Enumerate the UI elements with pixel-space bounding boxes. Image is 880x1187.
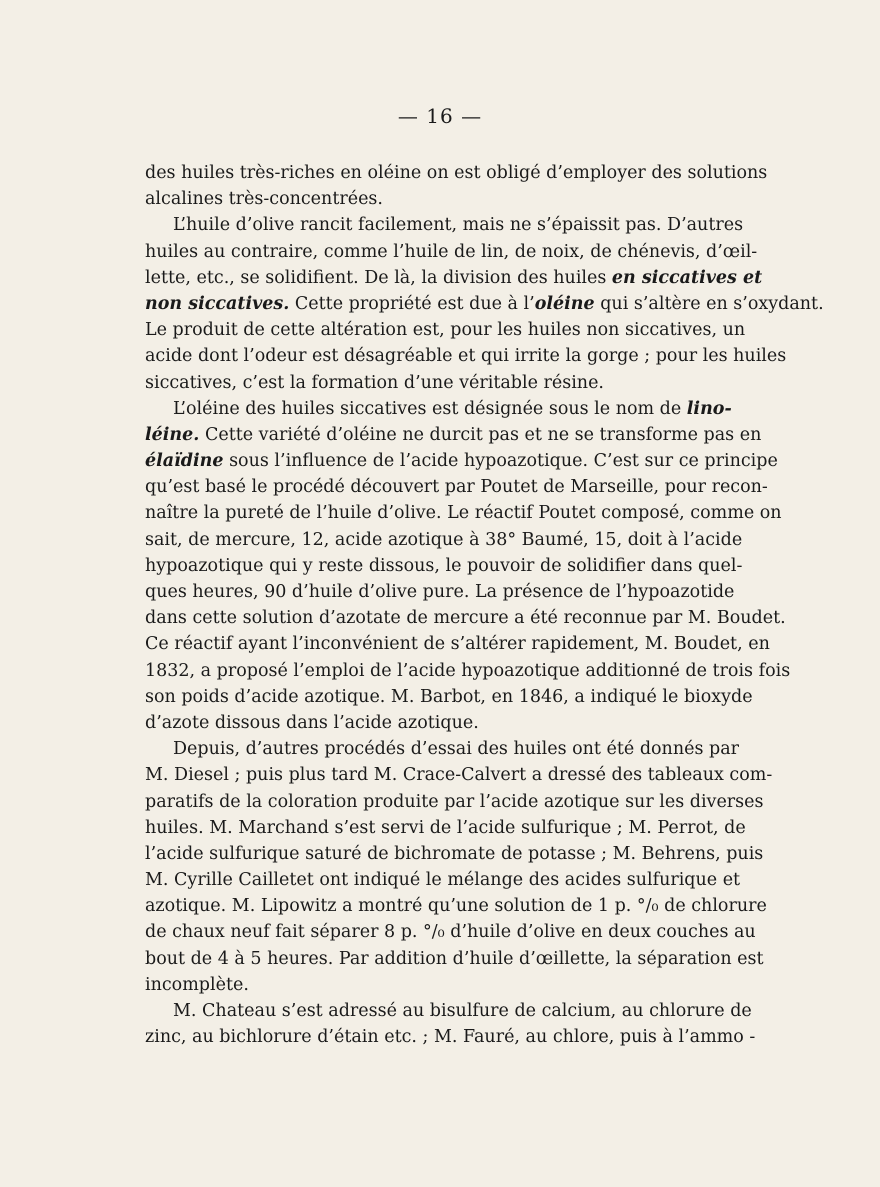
line-text: lette, etc., se solidifient. De là, la division des huiles [145,267,612,288]
line-text: Cette variété d’oléine ne durcit pas et ne se transforme pas en [199,424,762,445]
text-line [145,448,778,474]
text-line [145,631,770,657]
italic-term: élaïdine [145,451,224,472]
text-line [145,972,730,998]
text-line [145,370,730,396]
text-line [145,553,743,579]
text-line [145,946,764,972]
line-text: naître la pureté de l’huile d’olive. Le réactif Poutet composé, comme on [145,503,782,524]
text-line [145,212,744,238]
line-text: L’oléine des huiles siccatives est désignée sous le nom de [173,398,687,419]
text-line [145,265,763,291]
page-number: — 16 — [397,104,483,128]
text-line [145,998,752,1024]
line-text: Cette propriété est due à l’ [289,293,535,314]
text-line [145,762,773,788]
text-line [145,815,746,841]
text-line [145,789,764,815]
line-text: zinc, au bichlorure d’étain etc. ; M. Fauré, au chlore, puis à l’ammo - [145,1027,756,1048]
text-line [145,317,746,343]
text-line [145,160,768,186]
italic-term: lino- [686,398,732,419]
line-text: Ce réactif ayant l’inconvénient de s’altérer rapidement, M. Boudet, en [145,634,770,655]
line-text: alcalines très-concentrées. [145,189,383,210]
line-text: sous l’influence de l’acide hypoazotique. C’est sur ce principe [223,451,778,472]
line-text: acide dont l’odeur est désagréable et qui irrite la gorge ; pour les huiles [145,346,787,367]
text-line [145,500,782,526]
italic-term: oléine [534,293,595,314]
line-text: huiles. M. Marchand s’est servi de l’acide sulfurique ; M. Perrot, de [145,817,746,838]
text-line [145,422,762,448]
text-line [145,396,730,422]
italic-term: non siccatives. [145,293,290,314]
line-text: M. Chateau s’est adressé au bisulfure de calcium, au chlorure de [173,1001,752,1021]
text-line [145,527,743,553]
line-text: ques heures, 90 d’huile d’olive pure. La présence de l’hypoazotide [145,582,735,602]
text-line [145,867,741,893]
text-line [145,710,730,736]
text-line [145,658,791,684]
line-text: paratifs de la coloration produite par l’acide azotique sur les diverses [145,791,764,812]
line-text: Le produit de cette altération est, pour les huiles non siccatives, un [145,320,746,341]
line-text: M. Diesel ; puis plus tard M. Crace-Calvert a dressé des tableaux com- [145,765,773,786]
text-line [145,893,767,919]
text-line [145,841,764,867]
line-text: l’acide sulfurique saturé de bichromate de potasse ; M. Behrens, puis [145,843,764,864]
text-line [145,291,824,317]
italic-term: en siccatives et [611,267,763,288]
line-text: huiles au contraire, comme l’huile de lin, de noix, de chénevis, d’œil- [145,241,758,262]
line-text: L’huile d’olive rancit facilement, mais ne s’épaissit pas. D’autres [173,215,744,236]
line-text: siccatives, c’est la formation d’une véritable résine. [145,372,604,393]
text-line [145,239,758,265]
line-text: sait, de mercure, 12, acide azotique à 38° Baumé, 15, doit à l’acide [145,529,743,550]
line-text: 1832, a proposé l’emploi de l’acide hypoazotique additionné de trois fois [145,660,791,681]
text-line [145,474,768,500]
line-text: qu’est basé le procédé découvert par Poutet de Marseille, pour recon- [145,477,768,498]
text-line [145,919,756,945]
line-text: des huiles très-riches en oléine on est obligé d’employer des solutions [145,163,768,183]
line-text: d’azote dissous dans l’acide azotique. [145,712,479,733]
line-text: Depuis, d’autres procédés d’essai des huiles ont été donnés par [173,739,739,760]
line-text: qui s’altère en s’oxydant. [594,293,824,314]
line-text: de chaux neuf fait séparer 8 p. °/₀ d’huile d’olive en deux couches au [145,922,756,943]
text-line [145,605,786,631]
line-text: bout de 4 à 5 heures. Par addition d’huile d’œillette, la séparation est [145,948,764,969]
line-text: hypoazotique qui y reste dissous, le pouvoir de solidifier dans quel- [145,555,743,576]
text-line [145,343,787,369]
text-line [145,579,735,605]
body-text [145,160,824,1050]
italic-term: léine. [145,424,200,445]
text-line [145,684,753,710]
line-text: dans cette solution d’azotate de mercure a été reconnue par M. Boudet. [145,608,786,629]
line-text: son poids d’acide azotique. M. Barbot, en 1846, a indiqué le bioxyde [145,686,753,707]
text-line [145,736,739,762]
line-text: M. Cyrille Cailletet ont indiqué le mélange des acides sulfurique et [145,870,741,891]
text-line [145,186,730,212]
line-text: incomplète. [145,974,249,995]
text-line [145,1024,756,1050]
line-text: azotique. M. Lipowitz a montré qu’une solution de 1 p. °/₀ de chlorure [145,896,767,917]
